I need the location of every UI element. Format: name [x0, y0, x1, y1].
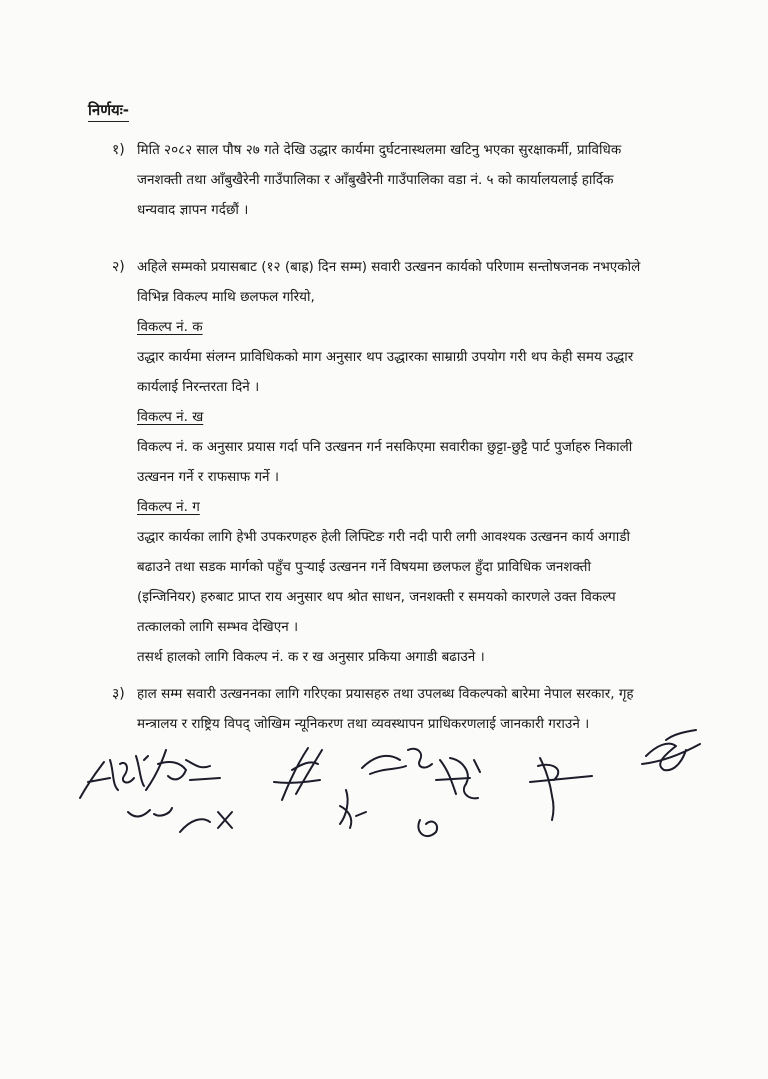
- option-title: विकल्प नं. क: [137, 319, 203, 335]
- signature-1: [80, 750, 232, 832]
- signature-3: [362, 749, 480, 836]
- option-title: विकल्प नं. ख: [137, 409, 204, 425]
- text-line: उद्धार कार्यमा संलग्न प्राविधिकको माग अनुसार थप उद्धारका साम्राग्री उपयोग गरी थप केही समय उद्धार: [137, 349, 634, 365]
- text-line: मिति २०८२ साल पौष २७ गते देखि उद्धार कार्यमा दुर्घटनास्थलमा खटिनु भएका सुरक्षाकर्मी, प्राविधिक: [137, 142, 622, 158]
- decision-heading: निर्णयः-: [88, 100, 129, 122]
- text-line: धन्यवाद ज्ञापन गर्दछौं ।: [137, 202, 249, 218]
- text-line: कार्यलाई निरन्तरता दिने ।: [137, 379, 260, 395]
- item-number: ३): [112, 686, 125, 702]
- signature-4: [530, 730, 700, 820]
- signature-2: [274, 748, 366, 828]
- text-line: तत्कालको लागि सम्भव देखिएन ।: [137, 619, 299, 635]
- text-line: अहिले सम्मको प्रयासबाट (१२ (बाह्र) दिन सम्म) सवारी उत्खनन कार्यको परिणाम सन्तोषजनक नभएकोले: [137, 259, 641, 275]
- option-kha-title: [137, 402, 704, 432]
- text-line: हाल सम्म सवारी उत्खननका लागि गरिएका प्रयासहरु तथा उपलब्ध विकल्पको बारेमा नेपाल सरकार, गृह: [137, 686, 634, 702]
- text-line: जनशक्ती तथा आँबुखैरेनी गाउँपालिका र आँबुखैरेनी गाउँपालिका वडा नं. ५ को कार्यालयलाई हार्दिक: [137, 172, 614, 188]
- text-line: मन्त्रालय र राष्ट्रिय विपद् जोखिम न्यूनिकरण तथा व्यवस्थापन प्राधिकरणलाई जानकारी गराउने ।: [137, 716, 590, 732]
- signatures-area: [70, 720, 710, 850]
- item-body: [137, 135, 704, 225]
- item-number: २): [112, 259, 125, 275]
- text-line: बढाउने तथा सडक मार्गको पहुँच पुऱ्याई उत्खनन गर्ने विषयमा छलफल हुँदा प्राविधिक जनशक्ती: [137, 559, 591, 575]
- item-body: [137, 252, 704, 672]
- text-line: उत्खनन गर्ने र राफसाफ गर्ने ।: [137, 469, 279, 485]
- conclusion-line: तसर्थ हालको लागि विकल्प नं. क र ख अनुसार प्रकिया अगाडी बढाउने ।: [137, 649, 485, 665]
- option-ga-title: [137, 492, 704, 522]
- option-ka-title: [137, 312, 704, 342]
- option-title: विकल्प नं. ग: [137, 499, 200, 515]
- item-number: १): [112, 142, 125, 158]
- text-line: उद्धार कार्यका लागि हेभी उपकरणहरु हेली लिफ्टिङ गरी नदी पारी लगी आवश्यक उत्खनन कार्य अगाडी: [137, 529, 630, 545]
- text-line: विभिन्न विकल्प माथि छलफल गरियो,: [137, 289, 315, 305]
- text-line: विकल्प नं. क अनुसार प्रयास गर्दा पनि उत्खनन गर्न नसकिएमा सवारीका छुट्टा-छुट्टै पार्ट पुर्जाहरु निकाली: [137, 439, 633, 455]
- text-line: (इन्जिनियर) हरुबाट प्राप्त राय अनुसार थप श्रोत साधन, जनशक्ती र समयको कारणले उक्त विकल्प: [137, 589, 616, 605]
